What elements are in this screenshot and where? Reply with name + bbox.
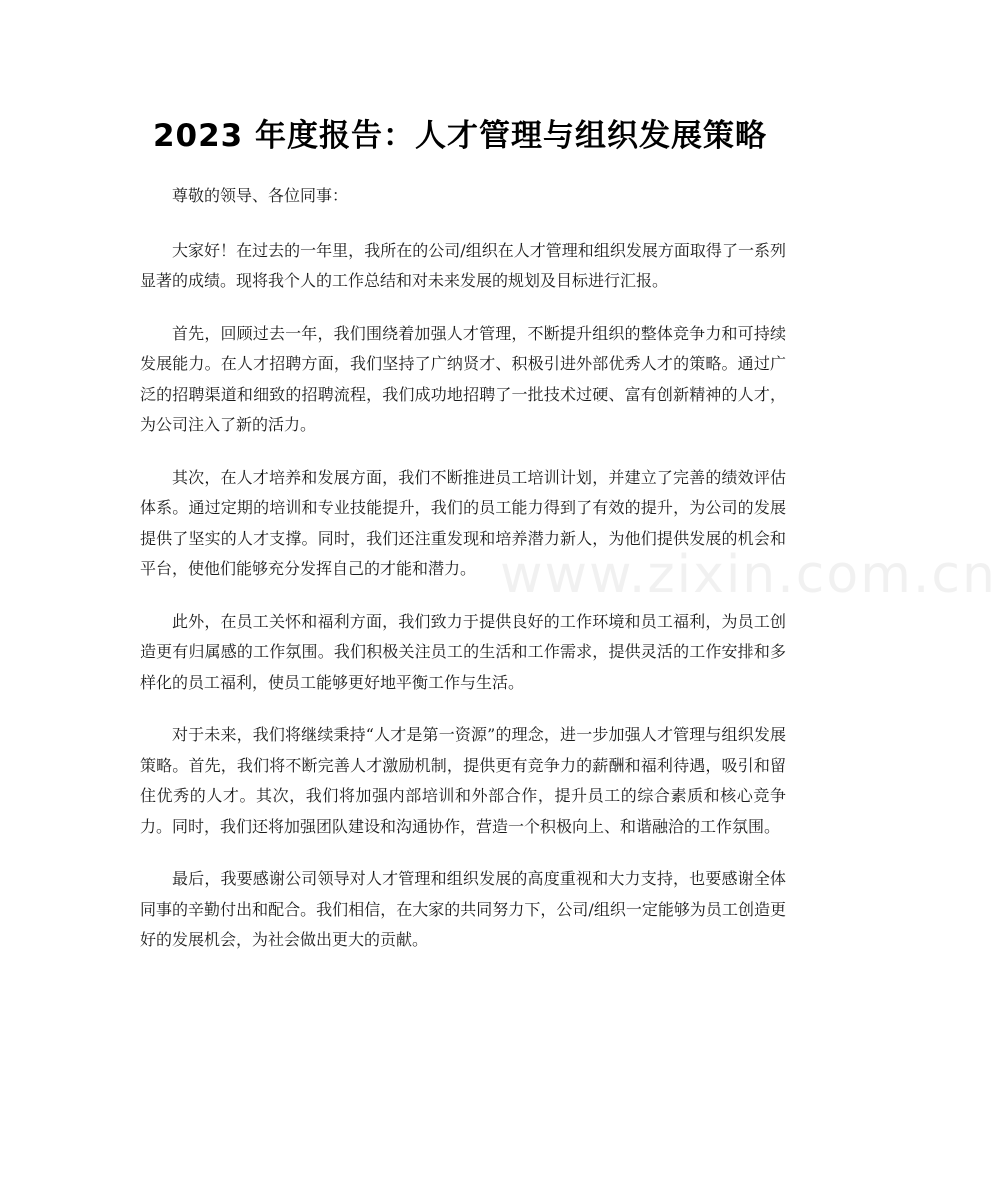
future-plan-paragraph: 对于未来，我们将继续秉持“人才是第一资源”的理念，进一步加强人才管理与组织发展策略。首先，我们将不断完善人才激励机制，提供更有竞争力的薪酬和福利待遇，吸引和留住优秀的人才。其次，我们将加强内部培训和外部合作，提升员工的综合素质和核心竞争力。同时，我们还将加强团队建设和沟通协作，营造一个积极向上、和谐融洽的工作氛围。 [140, 725, 786, 836]
document-title: 2023 年度报告：人才管理与组织发展策略 [152, 118, 768, 154]
recruitment-paragraph: 首先，回顾过去一年，我们围绕着加强人才管理，不断提升组织的整体竞争力和可持续发展能力。在人才招聘方面，我们坚持了广纳贤才、积极引进外部优秀人才的策略。通过广泛的招聘渠道和细致的招聘流程，我们成功地招聘了一批技术过硬、富有创新精神的人才，为公司注入了新的活力。 [140, 323, 786, 434]
training-paragraph: 其次，在人才培养和发展方面，我们不断推进员工培训计划，并建立了完善的绩效评估体系。通过定期的培训和专业技能提升，我们的员工能力得到了有效的提升，为公司的发展提供了坚实的人才支撑。同时，我们还注重发现和培养潜力新人，为他们提供发展的机会和平台，使他们能够充分发挥自己的才能和潜力。 [140, 467, 786, 578]
watermark: www.zixin.com.cn [500, 545, 997, 605]
greeting-paragraph: 尊敬的领导、各位同事： [172, 186, 349, 205]
document-body [140, 181, 786, 978]
welfare-paragraph: 此外，在员工关怀和福利方面，我们致力于提供良好的工作环境和员工福利，为员工创造更有归属感的工作氛围。我们积极关注员工的生活和工作需求，提供灵活的工作安排和多样化的员工福利，使员工能够更好地平衡工作与生活。 [140, 611, 786, 692]
intro-paragraph: 大家好！在过去的一年里，我所在的公司/组织在人才管理和组织发展方面取得了一系列显著的成绩。现将我个人的工作总结和对未来发展的规划及目标进行汇报。 [140, 240, 786, 290]
closing-paragraph: 最后，我要感谢公司领导对人才管理和组织发展的高度重视和大力支持，也要感谢全体同事的辛勤付出和配合。我们相信，在大家的共同努力下，公司/组织一定能够为员工创造更好的发展机会，为社会做出更大的贡献。 [140, 869, 786, 949]
